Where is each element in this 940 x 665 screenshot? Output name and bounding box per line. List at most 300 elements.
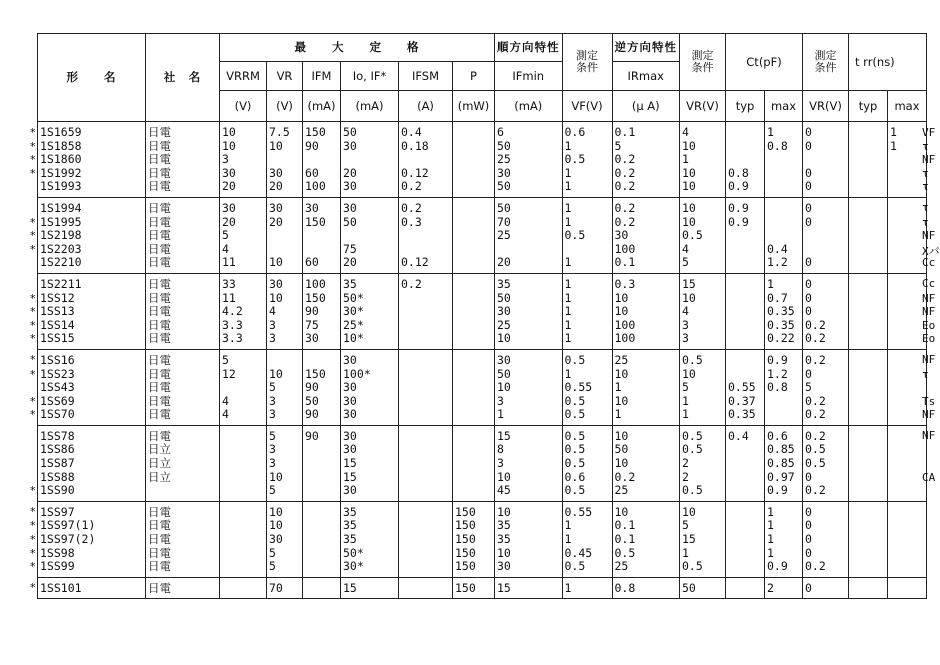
table-cell — [453, 407, 495, 425]
note-cell: τ — [922, 139, 929, 153]
star-mark: * — [29, 484, 36, 498]
ct-typ-col: typ — [726, 91, 765, 122]
table-row — [38, 518, 927, 532]
table-cell: 0.5 — [562, 394, 612, 408]
table-cell — [399, 546, 453, 560]
table-cell: 1 — [562, 367, 612, 381]
table-cell: 0.4 — [726, 425, 765, 442]
table-cell — [888, 215, 927, 229]
table-cell — [220, 559, 267, 577]
note-cell: NF — [922, 408, 936, 422]
table-cell: 4 — [220, 242, 267, 256]
note-cell: Eo — [922, 318, 936, 332]
star-mark: * — [29, 153, 36, 167]
table-cell: 11 — [220, 255, 267, 273]
table-cell: 5 — [267, 425, 303, 442]
table-cell: 3 — [680, 318, 726, 332]
table-cell — [303, 228, 341, 242]
table-cell: 1SS97 — [38, 501, 146, 518]
table-cell — [453, 380, 495, 394]
table-cell — [765, 197, 803, 214]
table-cell: 15 — [495, 425, 563, 442]
table-cell — [453, 318, 495, 332]
table-cell: 10 — [612, 367, 680, 381]
table-cell: 1 — [562, 331, 612, 349]
table-cell: 20 — [220, 215, 267, 229]
table-cell: 1 — [680, 152, 726, 166]
table-cell: 0.55 — [562, 501, 612, 518]
table-row — [38, 273, 927, 290]
table-cell: 5 — [220, 228, 267, 242]
table-cell: 150 — [303, 367, 341, 381]
table-cell — [220, 470, 267, 484]
table-cell: 1SS78 — [38, 425, 146, 442]
table-cell: 45 — [495, 483, 563, 501]
table-cell: 1SS23 — [38, 367, 146, 381]
table-cell: 1SS69 — [38, 394, 146, 408]
table-cell — [849, 139, 888, 153]
ct-vr-col: VR(V) — [803, 91, 849, 122]
table-cell: 0 — [803, 122, 849, 139]
table-cell: 3 — [267, 442, 303, 456]
table-cell: 25 — [612, 559, 680, 577]
table-row — [38, 304, 927, 318]
table-cell: 0 — [803, 518, 849, 532]
table-cell — [849, 349, 888, 366]
table-cell: 0 — [803, 291, 849, 305]
table-cell — [849, 291, 888, 305]
table-cell: 1SS12 — [38, 291, 146, 305]
table-cell — [803, 228, 849, 242]
table-cell: 日電 — [146, 518, 220, 532]
table-cell: 0.5 — [562, 349, 612, 366]
table-cell: 150 — [303, 215, 341, 229]
table-cell — [726, 273, 765, 290]
table-cell — [220, 501, 267, 518]
table-cell — [849, 242, 888, 256]
table-cell: 30 — [303, 331, 341, 349]
table-cell: 90 — [303, 304, 341, 318]
table-cell — [303, 546, 341, 560]
table-cell: 30 — [495, 166, 563, 180]
table-cell — [220, 442, 267, 456]
table-cell — [888, 331, 927, 349]
table-cell — [849, 228, 888, 242]
table-cell: 0.35 — [765, 304, 803, 318]
table-cell: 25 — [495, 152, 563, 166]
reverse-cond-header: 測定 条件 — [680, 34, 726, 91]
table-cell — [849, 546, 888, 560]
star-mark: * — [29, 139, 36, 153]
table-cell: 1SS14 — [38, 318, 146, 332]
table-cell: 100* — [341, 367, 399, 381]
table-cell: 0.2 — [803, 394, 849, 408]
note-cell: NF — [922, 353, 936, 367]
table-cell: 1SS43 — [38, 380, 146, 394]
table-cell — [888, 577, 927, 599]
table-cell: 30 — [612, 228, 680, 242]
note-cell: CA — [922, 470, 936, 484]
table-cell: 10 — [267, 518, 303, 532]
table-cell — [803, 152, 849, 166]
table-cell: 1SS15 — [38, 331, 146, 349]
table-cell — [453, 197, 495, 214]
table-cell: 20 — [267, 215, 303, 229]
table-cell — [399, 152, 453, 166]
table-cell: 0 — [803, 367, 849, 381]
table-cell — [849, 470, 888, 484]
table-cell: 0.37 — [726, 394, 765, 408]
table-cell: 4 — [680, 242, 726, 256]
table-cell: 75 — [303, 318, 341, 332]
table-cell: 0 — [803, 166, 849, 180]
table-cell — [399, 318, 453, 332]
table-cell: 0.35 — [765, 318, 803, 332]
table-cell — [888, 367, 927, 381]
table-cell: 12 — [220, 367, 267, 381]
table-cell — [726, 242, 765, 256]
irmax-col: IRmax — [612, 62, 680, 91]
ct-cond-header: 測定 条件 — [803, 34, 849, 91]
table-cell: 0.3 — [399, 215, 453, 229]
table-row — [38, 122, 927, 139]
table-cell: 日電 — [146, 228, 220, 242]
table-cell — [303, 242, 341, 256]
vr-col: VR — [267, 62, 303, 91]
table-cell: 15 — [680, 532, 726, 546]
note-cell: VF — [922, 125, 936, 139]
table-cell: 1S2198 — [38, 228, 146, 242]
table-cell — [399, 228, 453, 242]
table-row — [38, 215, 927, 229]
table-cell: 15 — [495, 577, 563, 599]
table-cell: 0.2 — [612, 152, 680, 166]
table-cell: 0.2 — [612, 179, 680, 197]
note-cell: τ — [922, 215, 929, 229]
table-cell: 日電 — [146, 425, 220, 442]
table-row — [38, 380, 927, 394]
table-cell — [453, 166, 495, 180]
table-cell: 0.2 — [612, 470, 680, 484]
table-cell: 0.2 — [803, 407, 849, 425]
table-cell: 0.5 — [562, 456, 612, 470]
table-cell — [399, 291, 453, 305]
table-cell: 0.7 — [765, 291, 803, 305]
table-cell: 5 — [680, 518, 726, 532]
table-cell: 30 — [495, 304, 563, 318]
table-cell: 0.5 — [680, 483, 726, 501]
note-cell: τ — [922, 201, 929, 215]
table-cell: 6 — [495, 122, 563, 139]
table-cell: 日電 — [146, 331, 220, 349]
table-cell: 日立 — [146, 456, 220, 470]
table-cell — [888, 407, 927, 425]
table-cell: 30 — [341, 139, 399, 153]
table-cell — [453, 349, 495, 366]
table-cell — [303, 559, 341, 577]
table-cell: 0.9 — [765, 559, 803, 577]
table-cell: 30 — [341, 394, 399, 408]
table-cell — [453, 470, 495, 484]
table-cell: 50 — [341, 122, 399, 139]
table-cell: 1 — [888, 122, 927, 139]
table-cell — [399, 304, 453, 318]
p-col: P — [453, 62, 495, 91]
table-cell — [849, 255, 888, 273]
table-cell: 150 — [453, 546, 495, 560]
table-cell: 10 — [267, 367, 303, 381]
table-cell: 1 — [562, 304, 612, 318]
table-cell — [888, 425, 927, 442]
table-cell: 0 — [803, 304, 849, 318]
table-cell: 日電 — [146, 349, 220, 366]
table-cell: 1 — [562, 255, 612, 273]
table-cell: 5 — [267, 483, 303, 501]
table-cell: 1S1858 — [38, 139, 146, 153]
table-cell — [849, 367, 888, 381]
table-cell: 1SS16 — [38, 349, 146, 366]
table-cell — [399, 501, 453, 518]
table-cell: 5 — [680, 255, 726, 273]
ifmin-unit: (mA) — [495, 91, 563, 122]
table-cell: 0.4 — [399, 122, 453, 139]
star-mark: * — [29, 560, 36, 574]
star-mark: * — [29, 305, 36, 319]
table-cell: 0.8 — [765, 380, 803, 394]
table-cell: 0.5 — [562, 442, 612, 456]
table-cell — [399, 483, 453, 501]
note-cell: Cc — [922, 277, 936, 291]
table-cell: 90 — [303, 425, 341, 442]
table-cell: 20 — [267, 179, 303, 197]
table-cell: 0.8 — [765, 139, 803, 153]
table-cell: 1S1995 — [38, 215, 146, 229]
table-cell — [765, 152, 803, 166]
star-mark: * — [29, 581, 36, 595]
table-cell — [399, 407, 453, 425]
table-cell — [765, 179, 803, 197]
table-cell — [726, 291, 765, 305]
ct-header: Ct(pF) — [726, 34, 803, 91]
io-unit: (mA) — [341, 91, 399, 122]
table-cell — [849, 483, 888, 501]
table-cell: 0.2 — [803, 349, 849, 366]
table-cell: 30 — [341, 483, 399, 501]
table-cell — [726, 518, 765, 532]
table-cell: 日立 — [146, 470, 220, 484]
table-cell: 日電 — [146, 291, 220, 305]
table-cell: 0 — [803, 179, 849, 197]
table-cell — [888, 546, 927, 560]
table-cell: 3 — [267, 407, 303, 425]
table-cell: 日電 — [146, 367, 220, 381]
table-cell — [726, 139, 765, 153]
table-row — [38, 442, 927, 456]
table-cell — [888, 255, 927, 273]
table-cell — [341, 152, 399, 166]
table-cell: 1 — [562, 139, 612, 153]
table-cell: 1 — [495, 407, 563, 425]
table-cell: 0 — [803, 255, 849, 273]
table-cell: 0 — [803, 546, 849, 560]
table-cell — [726, 331, 765, 349]
table-cell: 4 — [680, 304, 726, 318]
table-cell — [399, 349, 453, 366]
table-cell — [849, 318, 888, 332]
table-cell: 1 — [680, 394, 726, 408]
table-cell: 0.9 — [726, 197, 765, 214]
table-cell: 150 — [453, 577, 495, 599]
table-cell: 10 — [680, 179, 726, 197]
table-row — [38, 139, 927, 153]
table-cell — [888, 304, 927, 318]
table-cell: 日電 — [146, 559, 220, 577]
table-cell: 0.6 — [562, 122, 612, 139]
table-cell: 3.3 — [220, 331, 267, 349]
table-cell: 10 — [495, 380, 563, 394]
table-cell — [303, 483, 341, 501]
table-row — [38, 179, 927, 197]
table-cell — [888, 518, 927, 532]
table-cell: 日電 — [146, 304, 220, 318]
table-cell: 5 — [220, 349, 267, 366]
star-mark: * — [29, 291, 36, 305]
vrrm-unit: (V) — [220, 91, 267, 122]
table-cell — [849, 197, 888, 214]
table-cell: 1 — [562, 166, 612, 180]
table-cell — [267, 242, 303, 256]
note-cell: NF — [922, 305, 936, 319]
table-cell: 5 — [803, 380, 849, 394]
table-cell: 日電 — [146, 407, 220, 425]
table-row — [38, 407, 927, 425]
table-cell: 0 — [803, 501, 849, 518]
ifm-col: IFM — [303, 62, 341, 91]
table-cell: 3 — [495, 456, 563, 470]
table-cell: 100 — [612, 318, 680, 332]
ifm-unit: (mA) — [303, 91, 341, 122]
table-cell: 0.2 — [399, 273, 453, 290]
table-cell: 30 — [341, 349, 399, 366]
table-cell: 0 — [803, 470, 849, 484]
table-cell: 1 — [680, 546, 726, 560]
table-cell: 5 — [267, 380, 303, 394]
table-cell: 1 — [562, 291, 612, 305]
table-cell — [888, 197, 927, 214]
table-cell: 1 — [888, 139, 927, 153]
table-cell — [888, 380, 927, 394]
table-cell: 0.55 — [562, 380, 612, 394]
table-cell: 30* — [341, 559, 399, 577]
table-cell — [849, 215, 888, 229]
table-cell: 日電 — [146, 152, 220, 166]
table-cell: 0.5 — [803, 456, 849, 470]
star-mark: * — [29, 394, 36, 408]
table-cell: 10 — [495, 331, 563, 349]
table-cell: 35 — [495, 532, 563, 546]
table-cell — [726, 349, 765, 366]
diode-spec-table — [37, 33, 927, 599]
table-cell — [726, 228, 765, 242]
maker-header: 社 名 — [146, 34, 220, 122]
table-cell: 日電 — [146, 546, 220, 560]
table-cell: 2 — [680, 456, 726, 470]
table-cell: 7.5 — [267, 122, 303, 139]
table-cell: 1 — [562, 577, 612, 599]
table-cell — [220, 425, 267, 442]
table-cell: 0.35 — [726, 407, 765, 425]
table-cell: 日電 — [146, 197, 220, 214]
table-cell — [453, 442, 495, 456]
table-cell: 10 — [612, 394, 680, 408]
note-cell: NF — [922, 429, 936, 443]
table-cell: 0.2 — [612, 166, 680, 180]
table-row — [38, 166, 927, 180]
ifsm-col: IFSM — [399, 62, 453, 91]
table-cell: 11 — [220, 291, 267, 305]
table-body — [38, 122, 927, 599]
table-cell — [888, 501, 927, 518]
vrrm-col: VRRM — [220, 62, 267, 91]
table-cell: 50 — [303, 394, 341, 408]
table-row — [38, 318, 927, 332]
table-cell: 0.2 — [612, 197, 680, 214]
table-cell — [849, 273, 888, 290]
table-cell: 50 — [341, 215, 399, 229]
table-cell: 10 — [680, 501, 726, 518]
note-cell: NF — [922, 229, 936, 243]
note-cell: Eo — [922, 332, 936, 346]
table-cell: 10 — [612, 304, 680, 318]
table-cell — [849, 577, 888, 599]
table-cell: 30 — [495, 349, 563, 366]
star-mark: * — [29, 332, 36, 346]
table-cell: 10 — [267, 501, 303, 518]
note-cell: Cc — [922, 256, 936, 270]
table-cell — [220, 483, 267, 501]
reverse-header: 逆方向特性 — [612, 34, 680, 62]
table-cell: 0.8 — [726, 166, 765, 180]
irmax-unit: (μ A) — [612, 91, 680, 122]
table-cell — [849, 380, 888, 394]
table-cell: 1 — [765, 546, 803, 560]
table-cell: 10* — [341, 331, 399, 349]
trr-typ-col: typ — [849, 91, 888, 122]
table-cell: 5 — [267, 559, 303, 577]
note-cell: NF — [922, 291, 936, 305]
table-cell: 0.2 — [803, 483, 849, 501]
star-mark: * — [29, 519, 36, 533]
forward-header: 順方向特性 — [495, 34, 563, 62]
table-cell — [399, 367, 453, 381]
table-cell — [849, 407, 888, 425]
table-cell: 10 — [220, 122, 267, 139]
table-cell: 3 — [267, 456, 303, 470]
table-cell: 0.2 — [399, 179, 453, 197]
table-cell — [453, 367, 495, 381]
table-cell: 0.6 — [562, 470, 612, 484]
table-cell: 1 — [562, 532, 612, 546]
table-cell: 25 — [495, 318, 563, 332]
table-cell — [849, 304, 888, 318]
table-cell: 5 — [612, 139, 680, 153]
table-cell: 0 — [803, 197, 849, 214]
table-cell: 日電 — [146, 273, 220, 290]
table-cell: 0.2 — [803, 331, 849, 349]
table-cell: 150 — [453, 518, 495, 532]
table-cell: 1.2 — [765, 255, 803, 273]
table-cell: 3 — [267, 318, 303, 332]
